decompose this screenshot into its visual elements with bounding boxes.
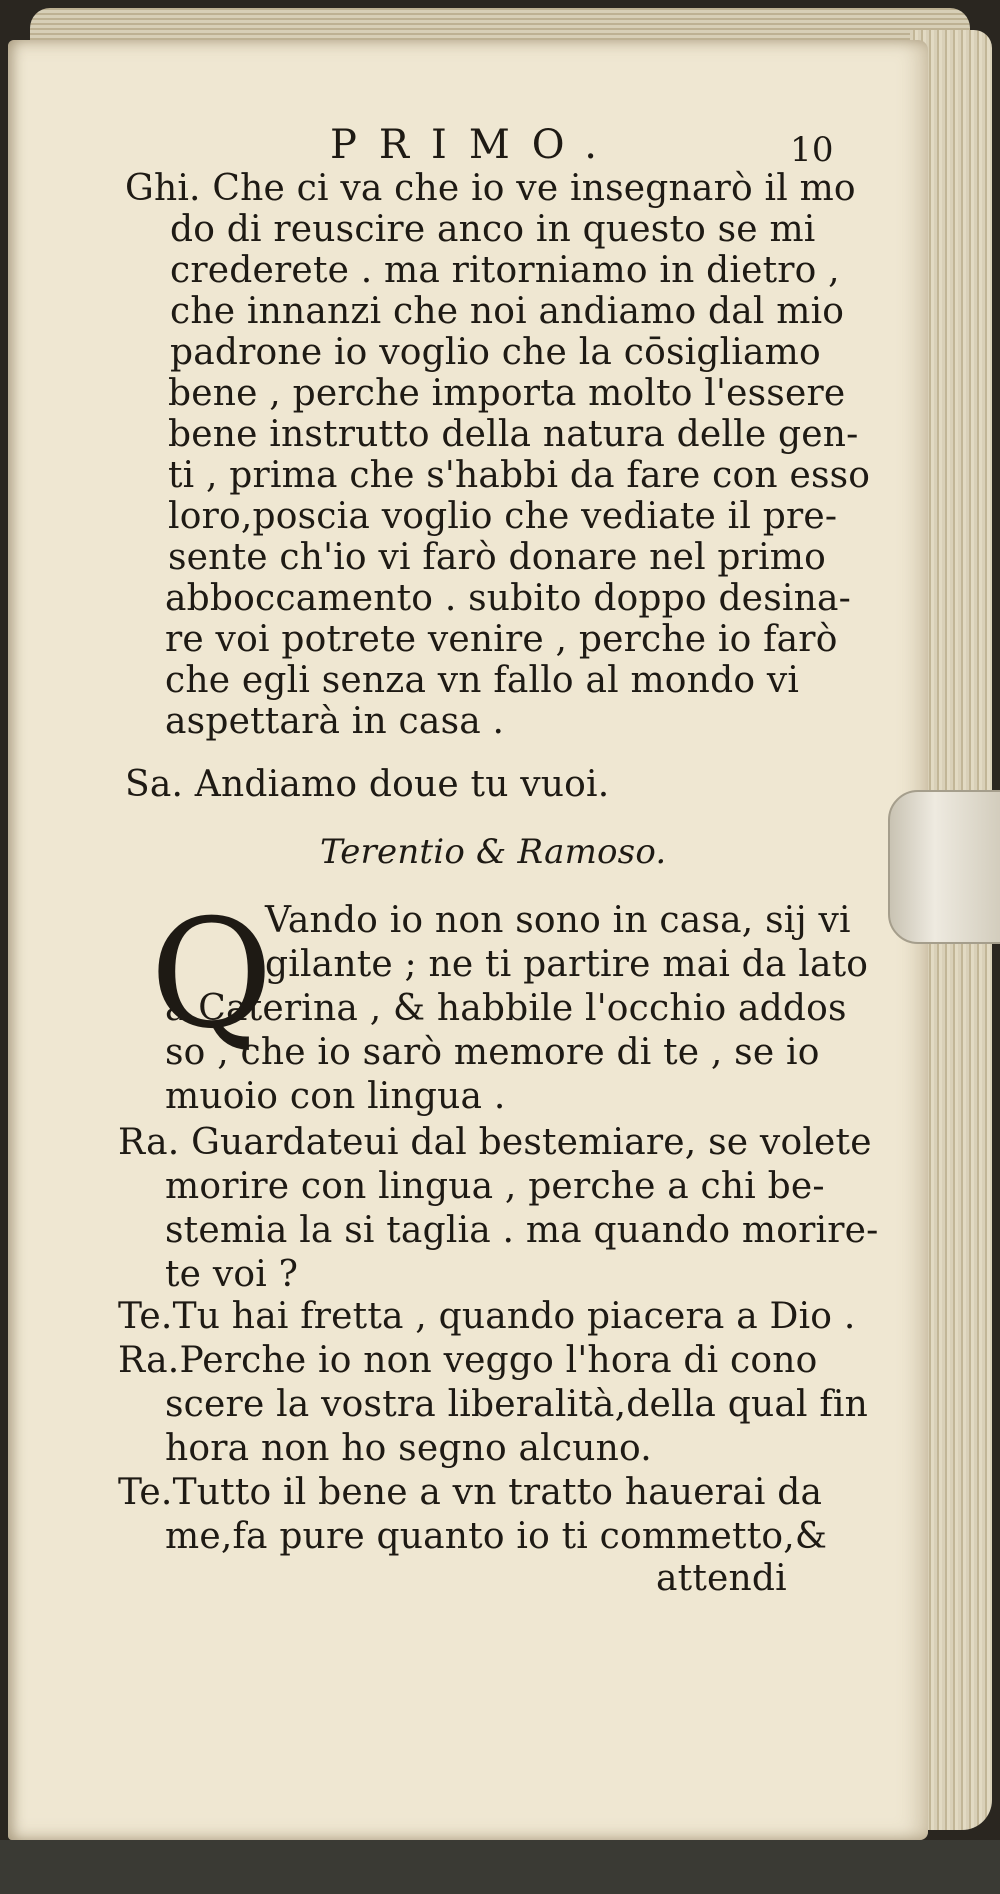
- text-line: sente ch'io vi farò donare nel primo: [168, 537, 827, 578]
- text-line: che egli senza vn fallo al mondo vi: [165, 660, 800, 701]
- text-line: gilante ; ne ti partire mai da lato: [265, 944, 869, 985]
- text-line: Ra.Perche io non veggo l'hora di cono: [118, 1340, 818, 1381]
- text-line: do di reuscire anco in questo se mi: [170, 209, 816, 250]
- catchword: attendi: [656, 1558, 787, 1599]
- text-line: stemia la si taglia . ma quando morire-: [165, 1210, 879, 1251]
- drop-cap: Q: [150, 888, 273, 1062]
- text-line: bene instrutto della natura delle gen-: [168, 414, 859, 455]
- text-line: Vando io non sono in casa, sij vi: [265, 900, 851, 941]
- text-line: a Caterina , & habbile l'occhio addos: [165, 988, 847, 1029]
- text-line: Ra. Guardateui dal bestemiare, se volete: [118, 1122, 872, 1163]
- text-line: crederete . ma ritorniamo in dietro ,: [170, 250, 840, 291]
- text-line: aspettarà in casa .: [165, 701, 505, 742]
- text-line: scere la vostra liberalità,della qual fin: [165, 1384, 868, 1425]
- text-line: ti , prima che s'habbi da fare con esso: [168, 455, 871, 496]
- page-number: 10: [790, 130, 834, 170]
- text-line: Ghi. Che ci va che io ve insegnarò il mo: [125, 168, 856, 209]
- text-line: Sa. Andiamo doue tu vuoi.: [125, 764, 610, 805]
- running-head: PRIMO.: [330, 122, 619, 168]
- text-line: morire con lingua , perche a chi be-: [165, 1166, 825, 1207]
- text-line: me,fa pure quanto io ti commetto,&: [165, 1516, 828, 1557]
- text-line: Te.Tutto il bene a vn tratto hauerai da: [118, 1472, 823, 1513]
- text-line: bene , perche importa molto l'essere: [168, 373, 846, 414]
- text-line: Te.Tu hai fretta , quando piacera a Dio .: [118, 1296, 856, 1337]
- text-line: te voi ?: [165, 1254, 299, 1295]
- text-line: hora non ho segno alcuno.: [165, 1428, 652, 1469]
- text-line: loro,poscia voglio che vediate il pre-: [168, 496, 838, 537]
- text-line: abboccamento . subito doppo desina-: [165, 578, 851, 619]
- text-line: so , che io sarò memore di te , se io: [165, 1032, 820, 1073]
- scene-heading: Terentio & Ramoso.: [320, 832, 667, 872]
- text-line: muoio con lingua .: [165, 1076, 506, 1117]
- text-line: padrone io voglio che la cōsigliamo: [170, 332, 821, 373]
- text-line: che innanzi che noi andiamo dal mio: [170, 291, 845, 332]
- text-line: re voi potrete venire , perche io farò: [165, 619, 838, 660]
